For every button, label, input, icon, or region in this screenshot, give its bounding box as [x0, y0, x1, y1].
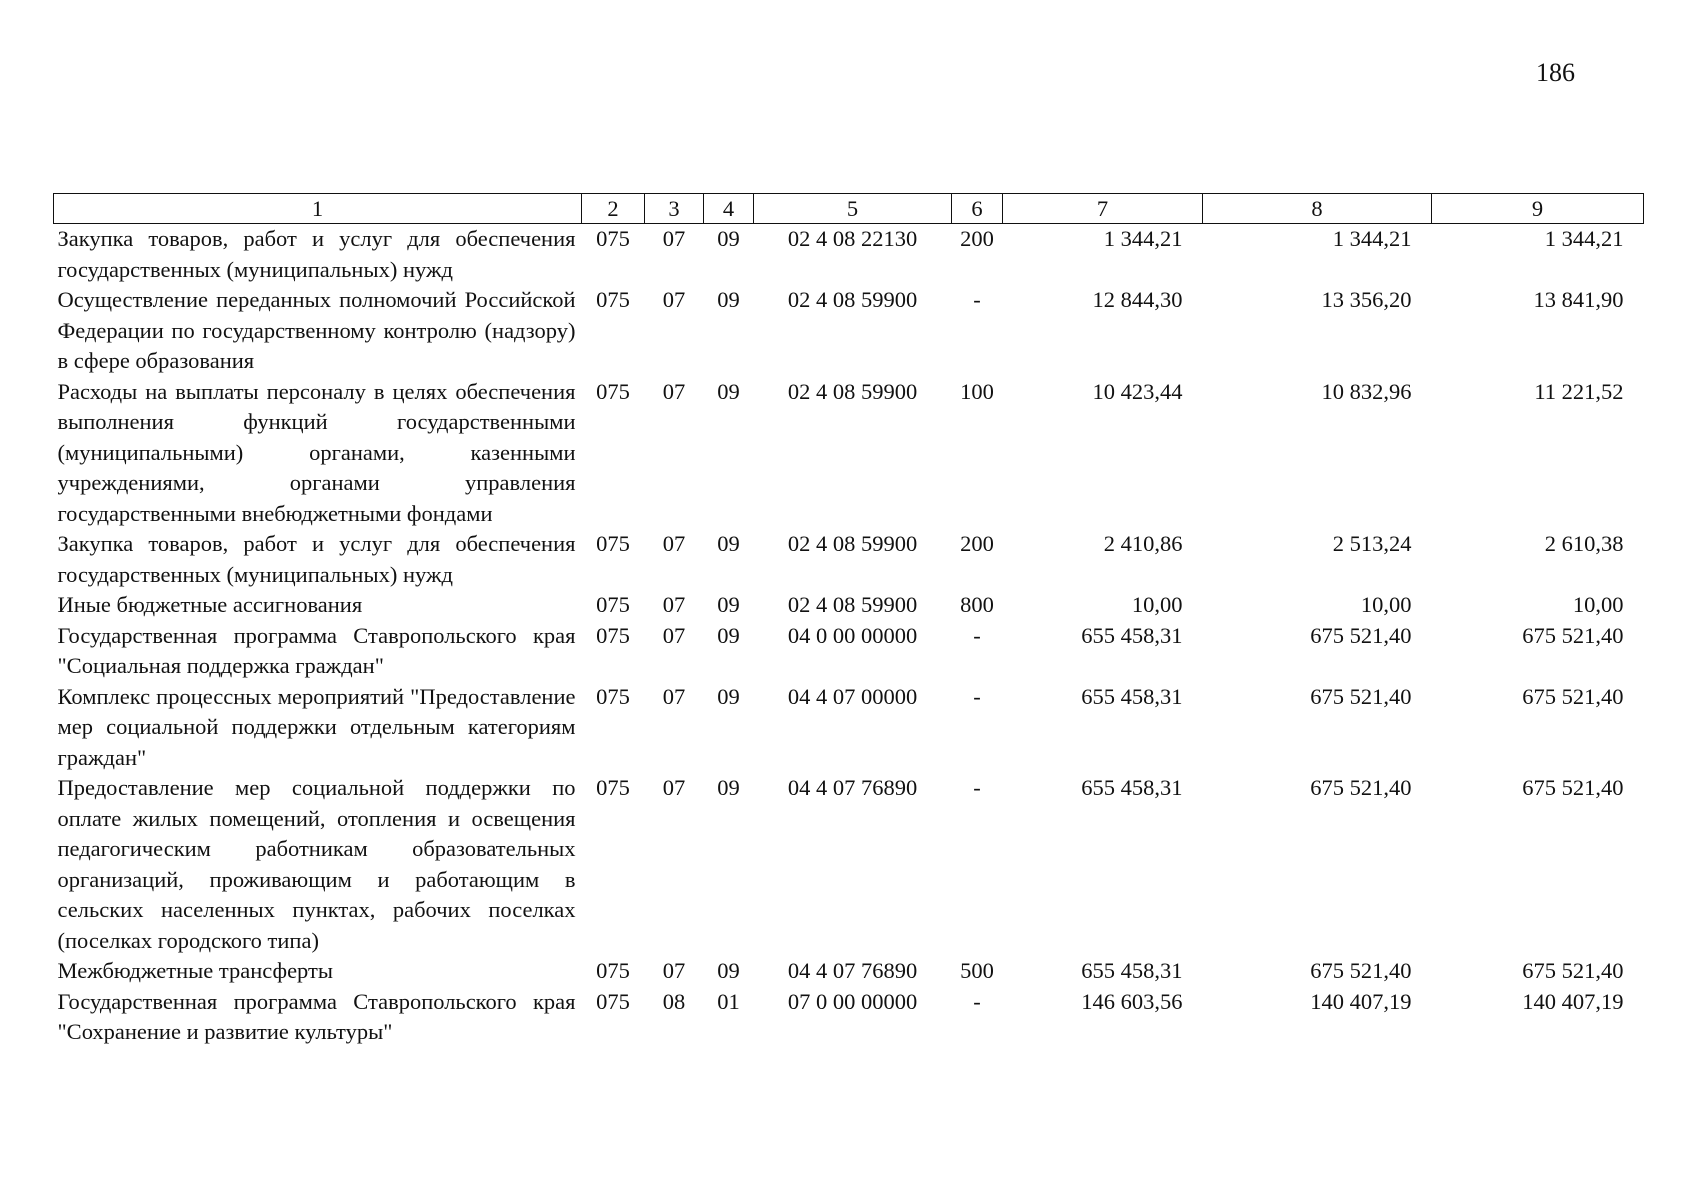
ministry-code: 075 — [596, 775, 630, 800]
column-header-7: 7 — [1003, 194, 1203, 224]
amount-col-9: 675 521,40 — [1522, 958, 1624, 983]
section-code: 07 — [662, 622, 686, 648]
amount-col-9: 675 521,40 — [1522, 622, 1624, 648]
page-number: 186 — [1536, 58, 1575, 87]
amount-col-7: 10,00 — [1131, 592, 1183, 617]
expense-name: Государственная программа Ставропольского края "Социальная поддержка граждан" — [57, 622, 576, 678]
amount-col-9: 1 344,21 — [1544, 226, 1624, 251]
expense-type-code: - — [973, 775, 981, 800]
subsection-code: 09 — [717, 775, 740, 800]
expense-type-code: 200 — [960, 226, 994, 251]
section-code: 07 — [662, 287, 686, 312]
section-code: 07 — [662, 226, 686, 251]
expense-name: Иные бюджетные ассигнования — [57, 592, 363, 617]
amount-col-8: 675 521,40 — [1310, 622, 1412, 648]
column-header-1: 1 — [54, 194, 582, 224]
amount-col-7: 146 603,56 — [1081, 988, 1183, 1014]
amount-col-9: 11 221,52 — [1534, 378, 1624, 404]
table-row — [54, 956, 1644, 987]
expense-type-code: - — [973, 622, 981, 648]
target-article-code: 04 4 07 76890 — [787, 958, 918, 983]
subsection-code: 09 — [717, 958, 740, 983]
ministry-code: 075 — [596, 287, 630, 312]
amount-col-9: 140 407,19 — [1522, 988, 1624, 1014]
subsection-code: 09 — [717, 592, 740, 617]
ministry-code: 075 — [596, 592, 630, 617]
expense-type-code: 500 — [960, 958, 994, 983]
subsection-code: 09 — [717, 622, 740, 648]
expense-type-code: - — [973, 287, 981, 312]
ministry-code: 075 — [596, 988, 630, 1014]
amount-col-9: 675 521,40 — [1522, 683, 1624, 709]
table-body — [54, 224, 1644, 1048]
expense-type-code: 100 — [960, 378, 994, 404]
ministry-code: 075 — [596, 378, 630, 404]
amount-col-9: 13 841,90 — [1533, 287, 1624, 312]
expense-name: Закупка товаров, работ и услуг для обеспечения государственных (муниципальных) нужд — [57, 531, 576, 587]
expense-name: Осуществление переданных полномочий Российской Федерации по государственному контролю (надзору) в сфере образования — [57, 287, 576, 373]
amount-col-8: 2 513,24 — [1332, 531, 1412, 556]
subsection-code: 09 — [717, 378, 740, 404]
expense-type-code: - — [973, 988, 981, 1014]
target-article-code: 07 0 00 00000 — [787, 988, 918, 1014]
column-header-6: 6 — [952, 194, 1003, 224]
section-code: 07 — [662, 958, 686, 983]
table-row — [54, 987, 1644, 1048]
expense-name: Государственная программа Ставропольского края "Сохранение и развитие культуры" — [57, 988, 576, 1044]
amount-col-9: 2 610,38 — [1544, 531, 1624, 556]
table-row — [54, 682, 1644, 774]
target-article-code: 02 4 08 59900 — [787, 531, 918, 556]
budget-table — [53, 193, 1644, 1048]
amount-col-7: 655 458,31 — [1081, 775, 1183, 800]
amount-col-9: 675 521,40 — [1522, 775, 1624, 800]
table-header — [54, 194, 1644, 224]
table-row — [54, 224, 1644, 286]
expense-name: Межбюджетные трансферты — [57, 958, 333, 983]
section-code: 07 — [662, 531, 686, 556]
subsection-code: 09 — [717, 287, 740, 312]
amount-col-7: 2 410,86 — [1103, 531, 1183, 556]
amount-col-8: 10 832,96 — [1321, 378, 1412, 404]
subsection-code: 09 — [717, 683, 740, 709]
target-article-code: 02 4 08 22130 — [787, 226, 918, 251]
expense-name: Предоставление мер социальной поддержки по оплате жилых помещений, отопления и освещения педагогическим работникам образовательных организаций, проживающим и работающим в сельских населенных пунктах, рабочих поселках (поселках городского типа) — [57, 775, 576, 953]
amount-col-7: 655 458,31 — [1081, 958, 1183, 983]
subsection-code: 09 — [717, 531, 740, 556]
amount-col-8: 675 521,40 — [1310, 683, 1412, 709]
expense-type-code: 200 — [960, 531, 994, 556]
amount-col-8: 10,00 — [1360, 592, 1412, 617]
target-article-code: 04 4 07 00000 — [787, 683, 918, 709]
amount-col-7: 1 344,21 — [1103, 226, 1183, 251]
column-header-9: 9 — [1432, 194, 1644, 224]
amount-col-9: 10,00 — [1572, 592, 1624, 617]
section-code: 07 — [662, 592, 686, 617]
amount-col-8: 140 407,19 — [1310, 988, 1412, 1014]
amount-col-8: 1 344,21 — [1332, 226, 1412, 251]
amount-col-7: 12 844,30 — [1092, 287, 1183, 312]
subsection-code: 01 — [717, 988, 740, 1014]
table-row — [54, 285, 1644, 377]
amount-col-7: 655 458,31 — [1081, 622, 1183, 648]
target-article-code: 02 4 08 59900 — [787, 378, 918, 404]
header-row — [54, 194, 1644, 224]
target-article-code: 02 4 08 59900 — [787, 287, 918, 312]
target-article-code: 02 4 08 59900 — [787, 592, 918, 617]
amount-col-8: 13 356,20 — [1321, 287, 1412, 312]
expense-name: Расходы на выплаты персоналу в целях обеспечения выполнения функций государственными (муниципальными) органами, казенными учреждениями, органами управления государственными внебюджетными фондами — [57, 378, 576, 526]
ministry-code: 075 — [596, 622, 630, 648]
amount-col-7: 655 458,31 — [1081, 683, 1183, 709]
amount-col-7: 10 423,44 — [1092, 378, 1183, 404]
table-row — [54, 773, 1644, 956]
amount-col-8: 675 521,40 — [1310, 775, 1412, 800]
section-code: 07 — [662, 683, 686, 709]
table-row — [54, 377, 1644, 530]
amount-col-8: 675 521,40 — [1310, 958, 1412, 983]
column-header-5: 5 — [754, 194, 952, 224]
section-code: 07 — [662, 378, 686, 404]
table-row — [54, 621, 1644, 682]
section-code: 07 — [662, 775, 686, 800]
expense-name: Комплекс процессных мероприятий "Предоставление мер социальной поддержки отдельным категориям граждан" — [57, 683, 576, 770]
column-header-2: 2 — [582, 194, 645, 224]
ministry-code: 075 — [596, 958, 630, 983]
expense-type-code: - — [973, 683, 981, 709]
subsection-code: 09 — [717, 226, 740, 251]
column-header-8: 8 — [1203, 194, 1432, 224]
target-article-code: 04 4 07 76890 — [787, 775, 918, 800]
target-article-code: 04 0 00 00000 — [787, 622, 918, 648]
expense-name: Закупка товаров, работ и услуг для обеспечения государственных (муниципальных) нужд — [57, 226, 576, 282]
ministry-code: 075 — [596, 531, 630, 556]
column-header-3: 3 — [645, 194, 704, 224]
table-row — [54, 529, 1644, 590]
ministry-code: 075 — [596, 226, 630, 251]
table-row — [54, 590, 1644, 621]
expense-type-code: 800 — [960, 592, 994, 617]
ministry-code: 075 — [596, 683, 630, 709]
section-code: 08 — [662, 988, 686, 1014]
column-header-4: 4 — [704, 194, 754, 224]
